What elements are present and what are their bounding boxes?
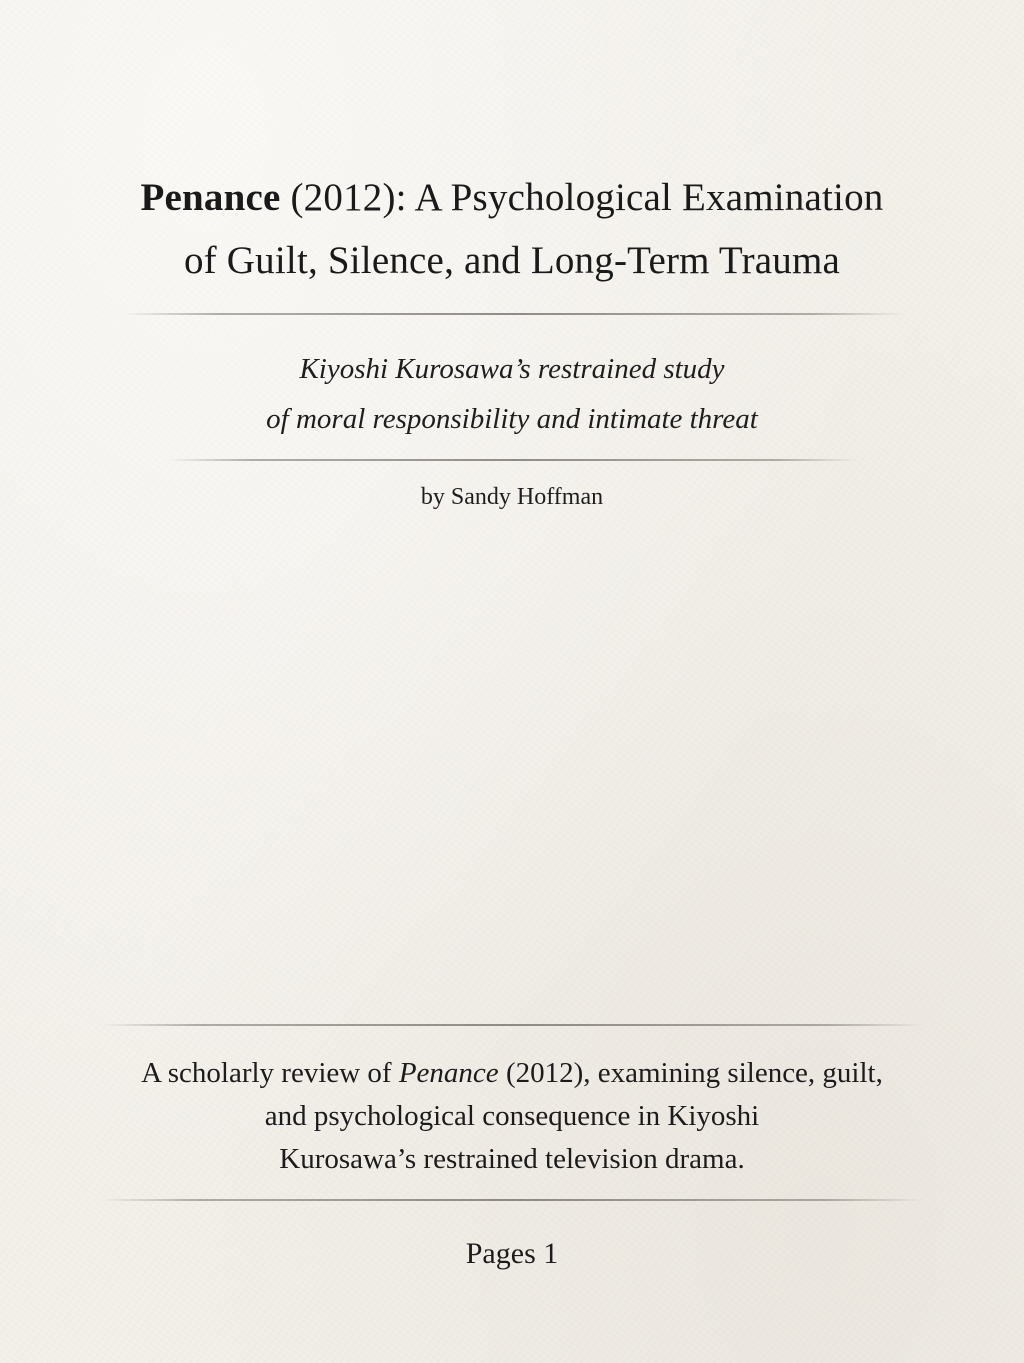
author-byline: by Sandy Hoffman bbox=[420, 484, 604, 510]
abstract-line-1 bbox=[110, 1052, 914, 1095]
abstract-line-1-post: (2012), examining silence, guilt, bbox=[498, 1057, 883, 1089]
title-film-name: Penance bbox=[140, 176, 281, 219]
subtitle-line-2: of moral responsibility and intimate threat bbox=[266, 403, 758, 435]
abstract bbox=[110, 1052, 914, 1181]
abstract-line-3: Kurosawa’s restrained television drama. bbox=[279, 1143, 745, 1175]
abstract-line-1-pre: A scholarly review of bbox=[141, 1057, 399, 1089]
page-count: Pages 1 bbox=[465, 1237, 559, 1270]
abstract-film-name: Penance bbox=[398, 1057, 499, 1089]
abstract-bottom-divider bbox=[100, 1199, 924, 1201]
abstract-line-2: and psychological consequence in Kiyoshi bbox=[264, 1100, 760, 1132]
subtitle-divider bbox=[168, 459, 858, 461]
subtitle-line-1: Kiyoshi Kurosawa’s restrained study bbox=[299, 353, 725, 385]
title-line-1 bbox=[100, 166, 924, 229]
abstract-top-divider bbox=[100, 1024, 924, 1026]
title-divider bbox=[122, 313, 904, 315]
title-line-1-rest: (2012): A Psychological Examination bbox=[280, 176, 884, 219]
document-subtitle bbox=[120, 344, 904, 444]
title-line-2: of Guilt, Silence, and Long-Term Trauma bbox=[183, 239, 841, 282]
document-title bbox=[100, 166, 924, 292]
